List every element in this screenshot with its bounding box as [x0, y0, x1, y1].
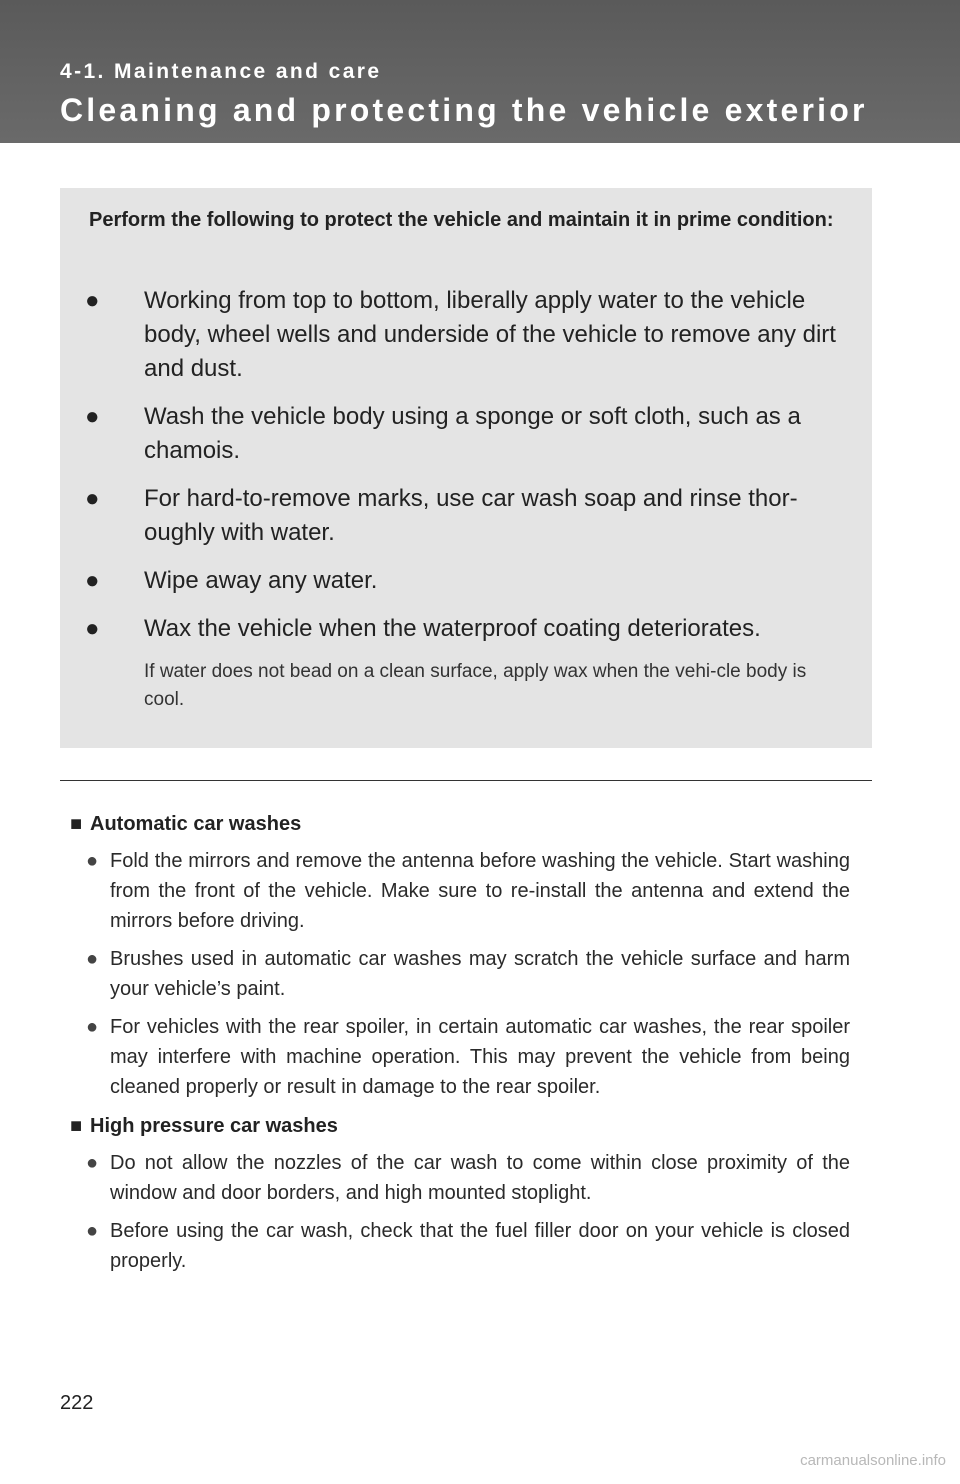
dot-bullet-icon: ● — [86, 948, 99, 970]
intro-item-text: Wash the vehicle body using a sponge or soft cloth, such as a chamois. — [144, 403, 801, 464]
bullet-icon: ● — [85, 615, 100, 642]
note-item-text: Do not allow the nozzles of the car wash to come within close proximity of the window and door borders, and high mounted stoplight. — [110, 1152, 850, 1204]
dot-bullet-icon: ● — [86, 1220, 99, 1242]
intro-box — [60, 188, 872, 748]
note-item — [70, 944, 850, 1004]
intro-item-text: Wipe away any water. — [144, 567, 378, 594]
watermark: carmanualsonline.info — [800, 1452, 946, 1469]
note-item — [70, 1216, 850, 1276]
bullet-icon: ● — [85, 567, 100, 594]
notes-section — [70, 810, 850, 1286]
dot-bullet-icon: ● — [86, 1152, 99, 1174]
intro-item-text: Working from top to bottom, liberally apply water to the vehicle body, wheel wells and underside of the vehicle to remove any dirt and dust. — [144, 287, 836, 382]
note-item — [70, 1148, 850, 1208]
intro-item-text: Wax the vehicle when the waterproof coating deteriorates. — [144, 615, 761, 642]
page-title: Cleaning and protecting the vehicle exterior — [60, 92, 868, 128]
intro-lead: Perform the following to protect the vehicle and maintain it in prime condition: — [89, 209, 834, 231]
intro-item-text: For hard-to-remove marks, use car wash soap and rinse thor-oughly with water. — [144, 485, 798, 546]
intro-item — [85, 564, 845, 598]
header-band — [0, 0, 960, 143]
note-group-automatic — [70, 810, 850, 1102]
note-item-text: Fold the mirrors and remove the antenna before washing the vehicle. Start washing from the front of the vehicle. Make sure to re-install the antenna and extend the mirrors before driving. — [110, 850, 850, 932]
note-item — [70, 1012, 850, 1102]
section-label: 4-1. Maintenance and care — [60, 60, 382, 83]
square-bullet-icon: ■ — [70, 813, 83, 835]
section-divider — [60, 780, 872, 781]
note-heading-text: Automatic car washes — [90, 813, 302, 835]
note-heading — [70, 810, 850, 838]
intro-item — [85, 284, 845, 386]
page-number: 222 — [60, 1392, 94, 1414]
dot-bullet-icon: ● — [86, 1016, 99, 1038]
intro-list — [85, 284, 845, 714]
dot-bullet-icon: ● — [86, 850, 99, 872]
square-bullet-icon: ■ — [70, 1115, 83, 1137]
bullet-icon: ● — [85, 403, 100, 430]
note-item-text: Brushes used in automatic car washes may scratch the vehicle surface and harm your vehicle’s paint. — [110, 948, 850, 1000]
note-item-text: Before using the car wash, check that the fuel filler door on your vehicle is closed properly. — [110, 1220, 850, 1272]
bullet-icon: ● — [85, 485, 100, 512]
note-group-high-pressure — [70, 1112, 850, 1276]
note-heading-text: High pressure car washes — [90, 1115, 338, 1137]
intro-note: If water does not bead on a clean surface, apply wax when the vehi-cle body is cool. — [144, 661, 807, 710]
note-item-text: For vehicles with the rear spoiler, in certain automatic car washes, the rear spoiler may interfere with machine operation. This may prevent the vehicle from being cleaned properly or result in damage to the rear spoiler. — [110, 1016, 850, 1098]
note-heading — [70, 1112, 850, 1140]
intro-item — [85, 400, 845, 468]
bullet-icon: ● — [85, 287, 100, 314]
intro-item — [85, 482, 845, 550]
intro-item — [85, 612, 845, 646]
note-item — [70, 846, 850, 936]
